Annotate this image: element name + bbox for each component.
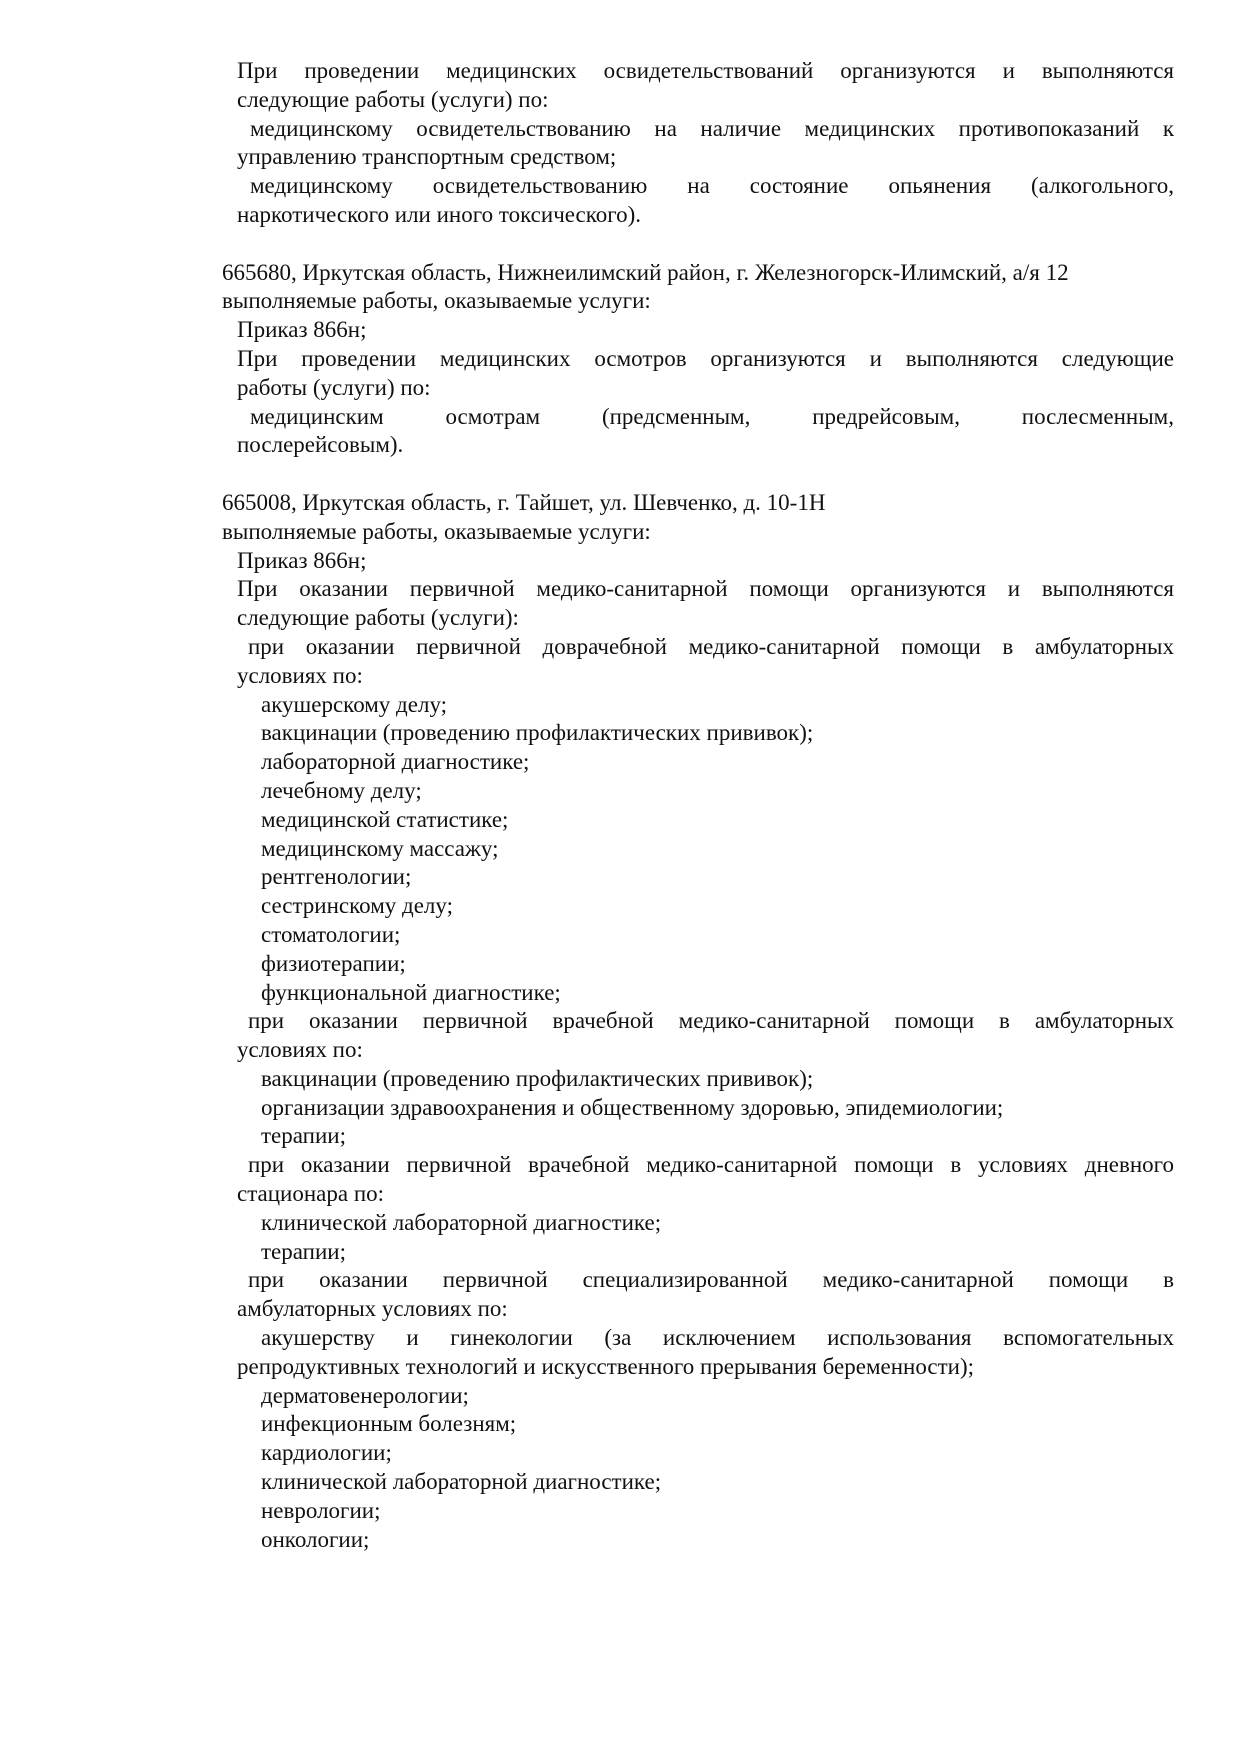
- text-line: 665680, Иркутская область, Нижнеилимский район, г. Железногорск-Илимский, а/я 12: [222, 259, 1069, 285]
- text-line: онкологии;: [261, 1526, 370, 1552]
- text-line: неврологии;: [261, 1497, 381, 1523]
- text-line: выполняемые работы, оказываемые услуги:: [222, 518, 651, 544]
- text-line: лечебному делу;: [261, 777, 422, 803]
- text-line: репродуктивных технологий и искусственного прерывания беременности);: [237, 1353, 975, 1379]
- text-line: физиотерапии;: [261, 950, 406, 976]
- text-line: терапии;: [261, 1123, 346, 1149]
- text-line: клинической лабораторной диагностике;: [261, 1469, 662, 1495]
- text-line: клинической лабораторной диагностике;: [261, 1209, 662, 1235]
- text-line: Приказ 866н;: [237, 317, 367, 343]
- text-line: послерейсовым).: [237, 432, 404, 458]
- text-line: При проведении медицинских освидетельствований организуются и выполняются: [237, 58, 1174, 83]
- text-line: при оказании первичной доврачебной медико-санитарной помощи в амбулаторных: [248, 633, 1174, 659]
- text-line: при оказании первичной врачебной медико-санитарной помощи в амбулаторных: [248, 1008, 1174, 1034]
- text-line: кардиологии;: [261, 1440, 392, 1466]
- text-line: При оказании первичной медико-санитарной помощи организуются и выполняются: [237, 576, 1174, 602]
- text-line: инфекционным болезням;: [261, 1411, 517, 1437]
- text-line: вакцинации (проведению профилактических прививок);: [261, 1065, 814, 1091]
- text-line: вакцинации (проведению профилактических прививок);: [261, 720, 814, 746]
- text-line: акушерскому делу;: [261, 691, 448, 717]
- text-line: при оказании первичной врачебной медико-санитарной помощи в условиях дневного: [248, 1152, 1174, 1178]
- text-line: медицинской статистике;: [261, 806, 509, 832]
- text-line: медицинскому освидетельствованию на наличие медицинских противопоказаний к: [250, 115, 1174, 141]
- paragraph-gap: [0, 460, 1241, 489]
- text-line: дерматовенерологии;: [261, 1382, 469, 1408]
- text-line: работы (услуги) по:: [237, 374, 431, 400]
- text-line: медицинскому освидетельствованию на состояние опьянения (алкогольного,: [250, 173, 1174, 199]
- text-line: стоматологии;: [261, 921, 401, 947]
- text-line: амбулаторных условиях по:: [237, 1296, 508, 1322]
- text-line: Приказ 866н;: [237, 547, 367, 573]
- text-line: наркотического или иного токсического).: [237, 201, 642, 227]
- text-line: медицинским осмотрам (предсменным, предрейсовым, послесменным,: [250, 403, 1174, 429]
- text-line: лабораторной диагностике;: [261, 749, 530, 775]
- text-line: рентгенологии;: [261, 864, 412, 890]
- text-line: управлению транспортным средством;: [237, 144, 617, 170]
- text-line: функциональной диагностике;: [261, 979, 561, 1005]
- text-line: При проведении медицинских осмотров организуются и выполняются следующие: [237, 345, 1174, 371]
- text-line: при оказании первичной специализированной медико-санитарной помощи в: [248, 1267, 1174, 1293]
- text-line: сестринскому делу;: [261, 893, 453, 919]
- text-line: следующие работы (услуги) по:: [237, 86, 549, 112]
- text-line: акушерству и гинекологии (за исключением использования вспомогательных: [261, 1325, 1174, 1351]
- text-line: 665008, Иркутская область, г. Тайшет, ул. Шевченко, д. 10-1Н: [222, 489, 826, 515]
- text-line: выполняемые работы, оказываемые услуги:: [222, 288, 651, 314]
- text-line: стационара по:: [237, 1181, 385, 1207]
- text-line: условиях по:: [237, 1037, 363, 1063]
- text-line: условиях по:: [237, 662, 363, 688]
- paragraph-gap: [0, 230, 1241, 259]
- text-line: терапии;: [261, 1238, 346, 1264]
- text-line: следующие работы (услуги):: [237, 605, 519, 631]
- text-line: медицинскому массажу;: [261, 835, 499, 861]
- text-line: организации здравоохранения и общественному здоровью, эпидемиологии;: [261, 1094, 1004, 1120]
